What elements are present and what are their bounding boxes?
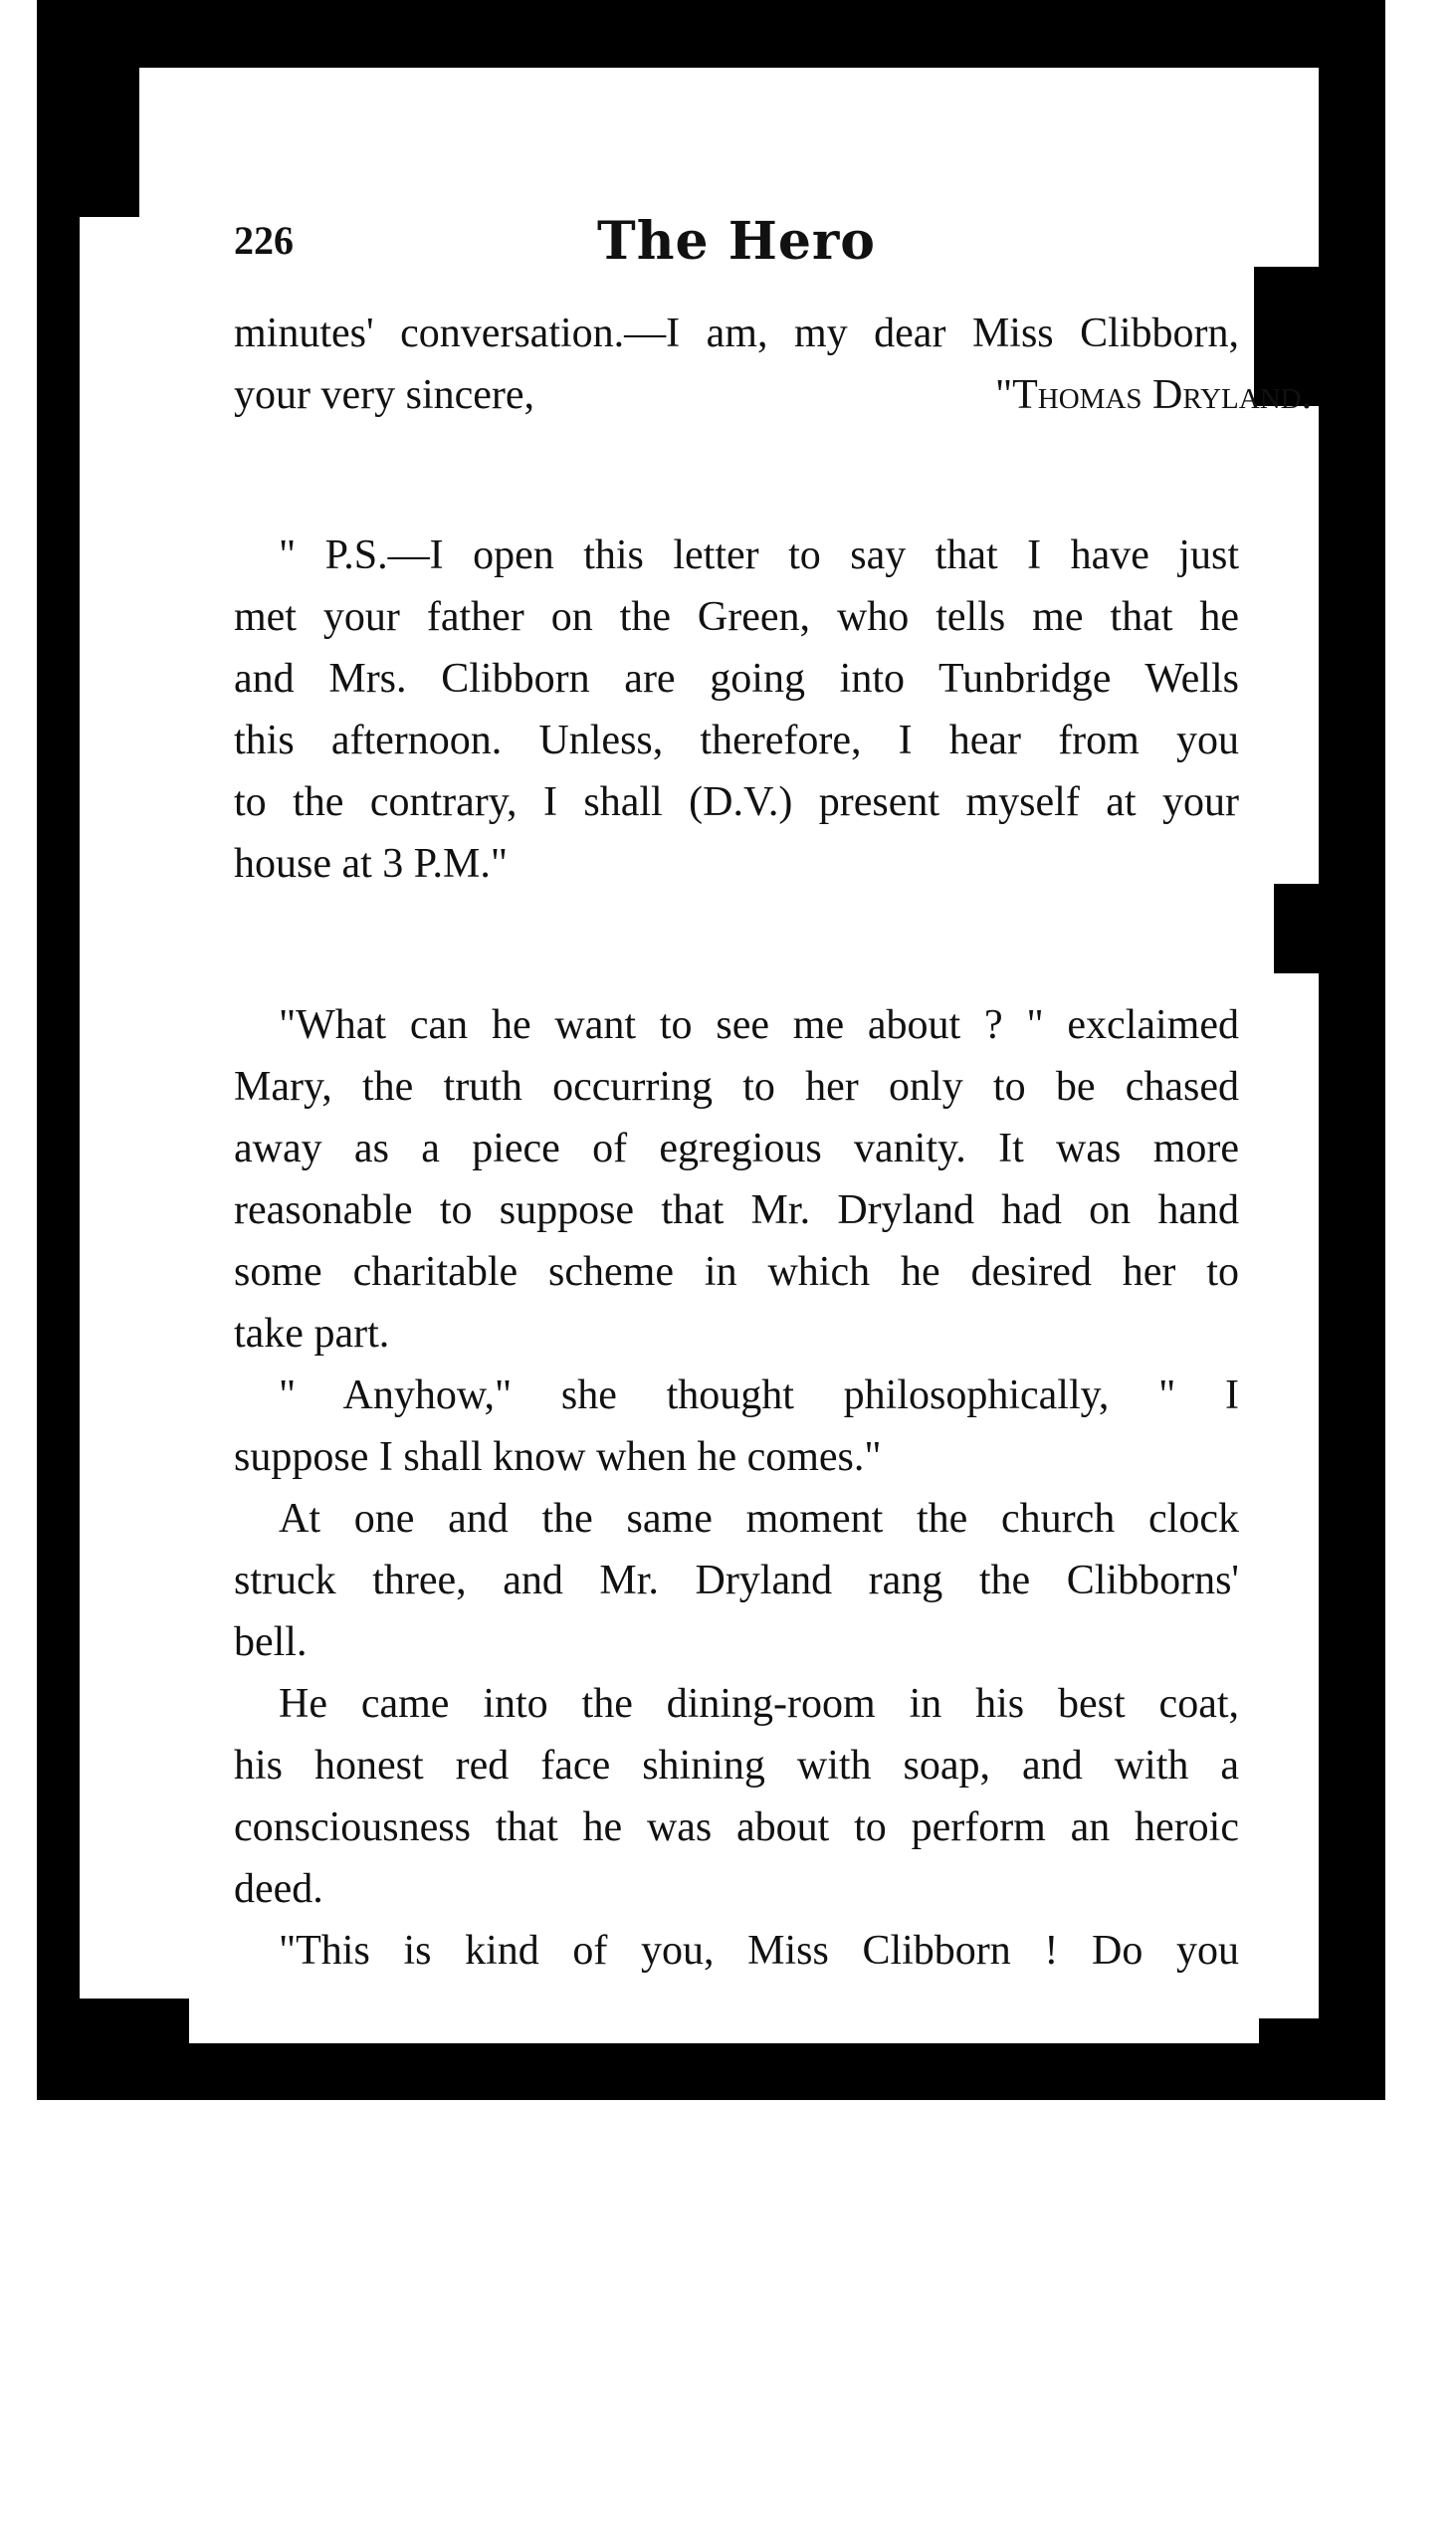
text-line: deed.: [234, 1866, 323, 1912]
scan-edge: [80, 68, 139, 217]
text-line: He came into the dining-room in his best coat,: [279, 1681, 1239, 1727]
text-line: Mary, the truth occurring to her only to be chased: [234, 1064, 1239, 1110]
text-line: to the contrary, I shall (D.V.) present myself at your: [234, 779, 1239, 825]
text-line: minutes' conversation.—I am, my dear Miss Clibborn,: [234, 311, 1239, 356]
signature: "Thomas Dryland.: [995, 372, 1313, 418]
text-line: take part.: [234, 1311, 390, 1357]
text-line: reasonable to suppose that Mr. Dryland had on hand: [234, 1187, 1239, 1233]
text-line: "What can he want to see me about ? " exclaimed: [279, 1002, 1239, 1048]
text-line: " P.S.—I open this letter to say that I have just: [279, 532, 1239, 578]
text-line: away as a piece of egregious vanity. It was more: [234, 1126, 1239, 1171]
text-line: struck three, and Mr. Dryland rang the Clibborns': [234, 1558, 1239, 1603]
signature-line: [234, 365, 1313, 425]
text-line: and Mrs. Clibborn are going into Tunbridge Wells: [234, 656, 1239, 702]
text-line: bell.: [234, 1619, 308, 1665]
closing: your very sincere,: [234, 372, 535, 418]
text-line: " Anyhow," she thought philosophically, " I: [279, 1372, 1239, 1418]
text-line: met your father on the Green, who tells me that he: [234, 594, 1239, 640]
text-line: At one and the same moment the church clock: [279, 1496, 1239, 1542]
text-line: his honest red face shining with soap, and with a: [234, 1743, 1239, 1789]
scan-edge: [1274, 884, 1319, 973]
text-line: this afternoon. Unless, therefore, I hear from you: [234, 718, 1239, 763]
text-line: house at 3 P.M.": [234, 841, 508, 887]
running-head: The Hero: [597, 211, 876, 272]
text-line: suppose I shall know when he comes.": [234, 1434, 882, 1480]
page-header: [234, 211, 1239, 277]
scan-edge: [1259, 2018, 1319, 2043]
text-line: some charitable scheme in which he desired her to: [234, 1249, 1239, 1295]
scan-edge: [80, 1999, 189, 2043]
text-line: "This is kind of you, Miss Clibborn ! Do you: [279, 1928, 1239, 1974]
text-line: consciousness that he was about to perform an heroic: [234, 1804, 1239, 1850]
page-number: 226: [234, 218, 294, 263]
